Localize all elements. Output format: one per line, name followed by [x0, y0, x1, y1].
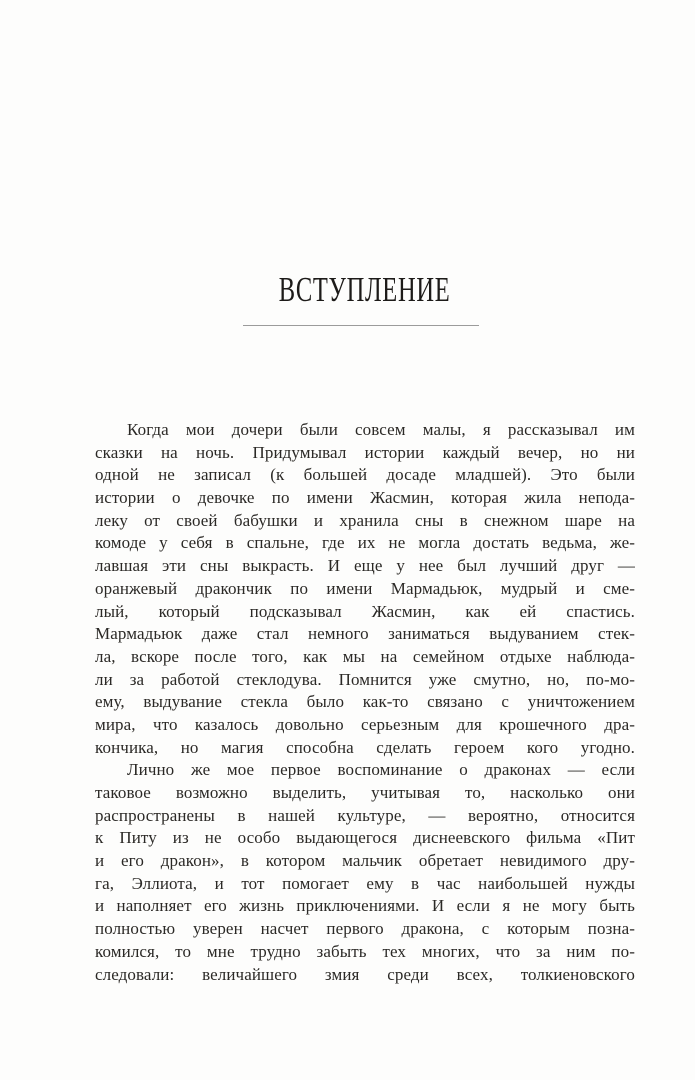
text-line: распространены в нашей культуре, — вероятно, относится [95, 805, 635, 825]
text-line: ему, выдувание стекла было как-то связано с уничтожением [95, 692, 635, 712]
page-body [95, 419, 635, 986]
text-line: таковое возможно выделить, учитывая то, насколько они [95, 783, 635, 802]
text-line: ла, вскоре после того, как мы на семейном отдыхе наблюда- [95, 646, 635, 666]
text-line: оранжевый дракончик по имени Мармадьюк, мудрый и сме- [95, 578, 635, 598]
title-divider-rule [243, 325, 479, 326]
text-line: леку от своей бабушки и хранила сны в снежном шаре на [95, 510, 635, 530]
chapter-title-block [95, 272, 635, 309]
text-line: ли за работой стеклодува. Помнится уже смутно, но, по-мо- [95, 669, 635, 689]
text-line: полностью уверен насчет первого дракона, с которым позна- [95, 919, 635, 939]
chapter-title: ВСТУПЛЕНИЕ [279, 270, 451, 309]
text-line: истории о девочке по имени Жасмин, которая жила непода- [95, 488, 635, 508]
text-line: Когда мои дочери были совсем малы, я рассказывал им [127, 420, 635, 439]
text-line: сказки на ночь. Придумывал истории каждый вечер, но ни [95, 442, 635, 462]
text-line: мира, что казалось довольно серьезным для крошечного дра- [95, 714, 635, 734]
text-line: Мармадьюк даже стал немного заниматься выдуванием стек- [95, 624, 635, 644]
text-line: комоде у себя в спальне, где их не могла достать ведьма, же- [95, 533, 635, 553]
text-line: лый, который подсказывал Жасмин, как ей спастись. [95, 601, 635, 621]
text-line: к Питу из не особо выдающегося диснеевского фильма «Пит [95, 828, 635, 848]
text-line: и наполняет его жизнь приключениями. И если я не могу быть [95, 896, 635, 916]
text-line: комился, то мне трудно забыть тех многих, что за ним по- [95, 941, 635, 961]
text-line: и его дракон», в котором мальчик обретает невидимого дру- [95, 851, 635, 871]
text-line: одной не записал (к большей досаде младшей). Это были [95, 465, 635, 485]
text-line: кончика, но магия способна сделать героем кого угодно. [95, 737, 635, 757]
text-line: га, Эллиота, и тот помогает ему в час наибольшей нужды [95, 873, 635, 893]
paragraph [95, 419, 635, 759]
text-line: следовали: величайшего змия среди всех, толкиеновского [95, 964, 635, 984]
paragraph [95, 759, 635, 986]
text-line: Лично же мое первое воспоминание о драконах — если [127, 760, 635, 780]
text-line: лавшая эти сны выкрасть. И еще у нее был лучший друг — [95, 556, 635, 576]
